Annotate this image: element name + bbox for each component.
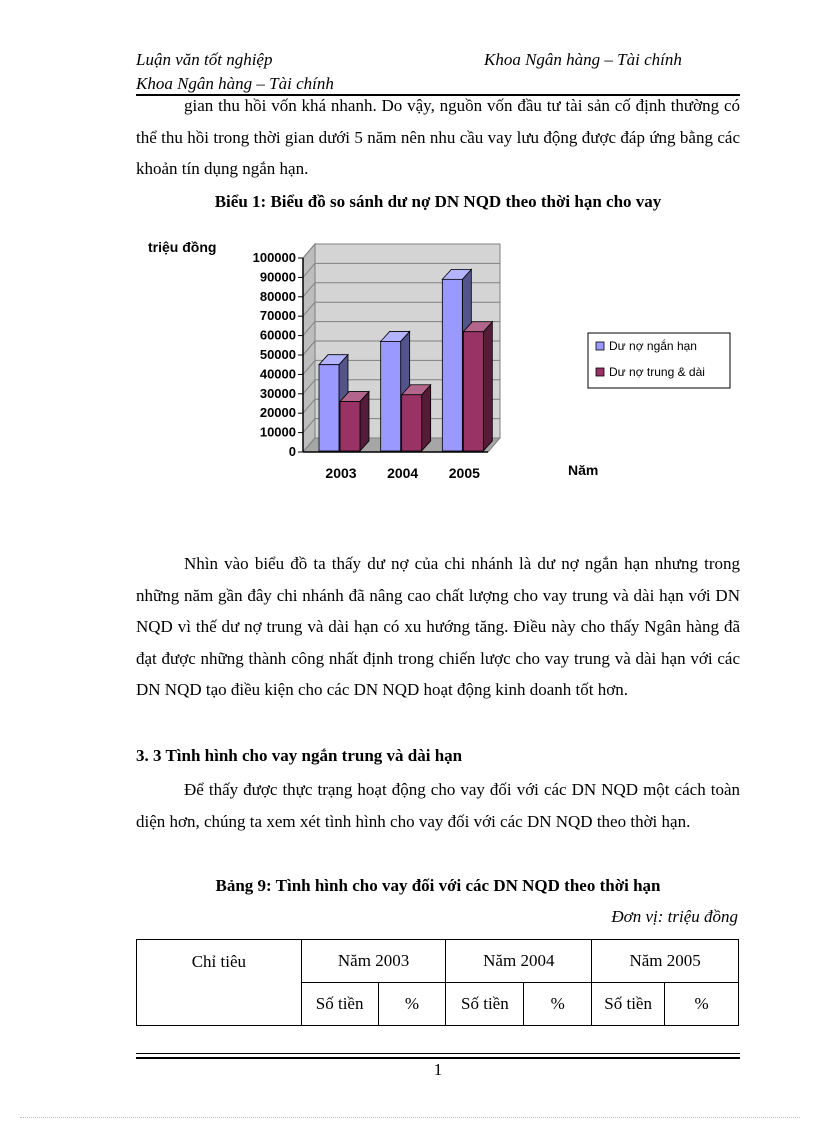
table-subheader-amount: Số tiền [301,983,378,1026]
table-header-row [137,940,739,983]
chart-y-tick-label: 70000 [259,308,296,324]
chart-y-tick-label: 50000 [259,347,296,362]
page-number: 1 [433,1060,443,1079]
chart-y-tick-label: 0 [288,444,296,459]
header-thesis-title: Luận văn tốt nghiệp [136,50,273,69]
page-edge-dots [20,1117,800,1118]
loan-term-table [136,939,739,1026]
chart-y-tick-label: 10000 [259,424,296,440]
chart-legend-label: Dư nợ trung & dài [609,365,705,379]
chart-x-tick-label: 2003 [325,465,357,481]
table-header-indicator: Chỉ tiêu [137,940,302,1026]
chart-bar-side [422,385,431,451]
header-department-left: Khoa Ngân hàng – Tài chính [136,74,334,93]
table-header-year: Năm 2003 [301,940,446,983]
table-unit: Đơn vị: triệu đồng [611,907,738,926]
table-subheader-percent: % [524,983,592,1026]
chart-bar [381,341,401,451]
section-paragraph [136,774,740,837]
chart-bar [340,402,360,451]
chart-y-axis-label: triệu đồng [148,239,217,255]
chart-y-tick-label: 30000 [259,385,296,401]
chart-bar [402,395,422,451]
chart-y-tick-label: 20000 [259,405,296,421]
table-caption: Bảng 9: Tình hình cho vay đối với các DN NQD theo thời hạn [215,876,661,895]
analysis-paragraph [136,548,740,706]
chart-y-tick-label: 80000 [259,288,296,304]
chart-legend-label: Dư nợ ngắn hạn [609,339,697,353]
footer-rule-thin [136,1053,740,1054]
chart-legend-swatch [596,342,604,350]
intro-paragraph-text: gian thu hồi vốn khá nhanh. Do vậy, nguồn vốn đầu tư tài sản cố định thường có thể thu hồi trong thời gian dưới 5 năm nên nhu cầu vay lưu động được đáp ứng bằng các khoản tín dụng ngắn hạn. [136,96,740,178]
table-subheader-amount: Số tiền [446,983,524,1026]
chart-caption: Biểu 1: Biểu đồ so sánh dư nợ DN NQD theo thời hạn cho vay [214,192,662,211]
section-paragraph-text: Để thấy được thực trạng hoạt động cho vay đối với các DN NQD một cách toàn diện hơn, chúng ta xem xét tình hình cho vay đối với các DN NQD theo thời hạn. [136,780,740,831]
debt-comparison-chart [140,232,705,492]
intro-paragraph [136,90,740,185]
table-header-year: Năm 2004 [446,940,592,983]
analysis-paragraph-text: Nhìn vào biểu đồ ta thấy dư nợ của chi nhánh là dư nợ ngắn hạn nhưng trong những năm gần đây chi nhánh đã nâng cao chất lượng cho vay trung và dài hạn với DN NQD vì thế dư nợ trung và dài hạn có xu hướng tăng. Điều này cho thấy Ngân hàng đã đạt được những thành công nhất định trong chiến lược cho vay trung và dài hạn với các DN NQD tạo điều kiện cho các DN NQD hoạt động kinh doanh tốt hơn. [136,554,740,699]
chart-bar [442,279,462,451]
footer-rule-thick [136,1057,740,1059]
chart-legend-swatch [596,368,604,376]
table-header-year: Năm 2005 [592,940,739,983]
table-subheader-percent: % [378,983,446,1026]
chart-x-tick-label: 2004 [387,465,419,481]
running-header-left [136,48,334,96]
chart-x-axis-label: Năm [568,462,599,478]
chart-bar [463,332,483,451]
chart-y-tick-label: 90000 [259,269,296,285]
header-department-right: Khoa Ngân hàng – Tài chính [484,50,682,69]
chart-bar-side [483,322,492,451]
chart-y-tick-label: 60000 [259,327,296,343]
chart-y-tick-label: 100000 [252,250,296,265]
chart-bar [319,365,339,451]
table-subheader-amount: Số tiền [592,983,665,1026]
table-subheader-percent: % [665,983,739,1026]
chart-y-tick-label: 40000 [259,366,296,382]
section-heading: 3. 3 Tình hình cho vay ngắn trung và dài hạn [136,746,463,765]
chart-x-tick-label: 2005 [448,465,480,481]
